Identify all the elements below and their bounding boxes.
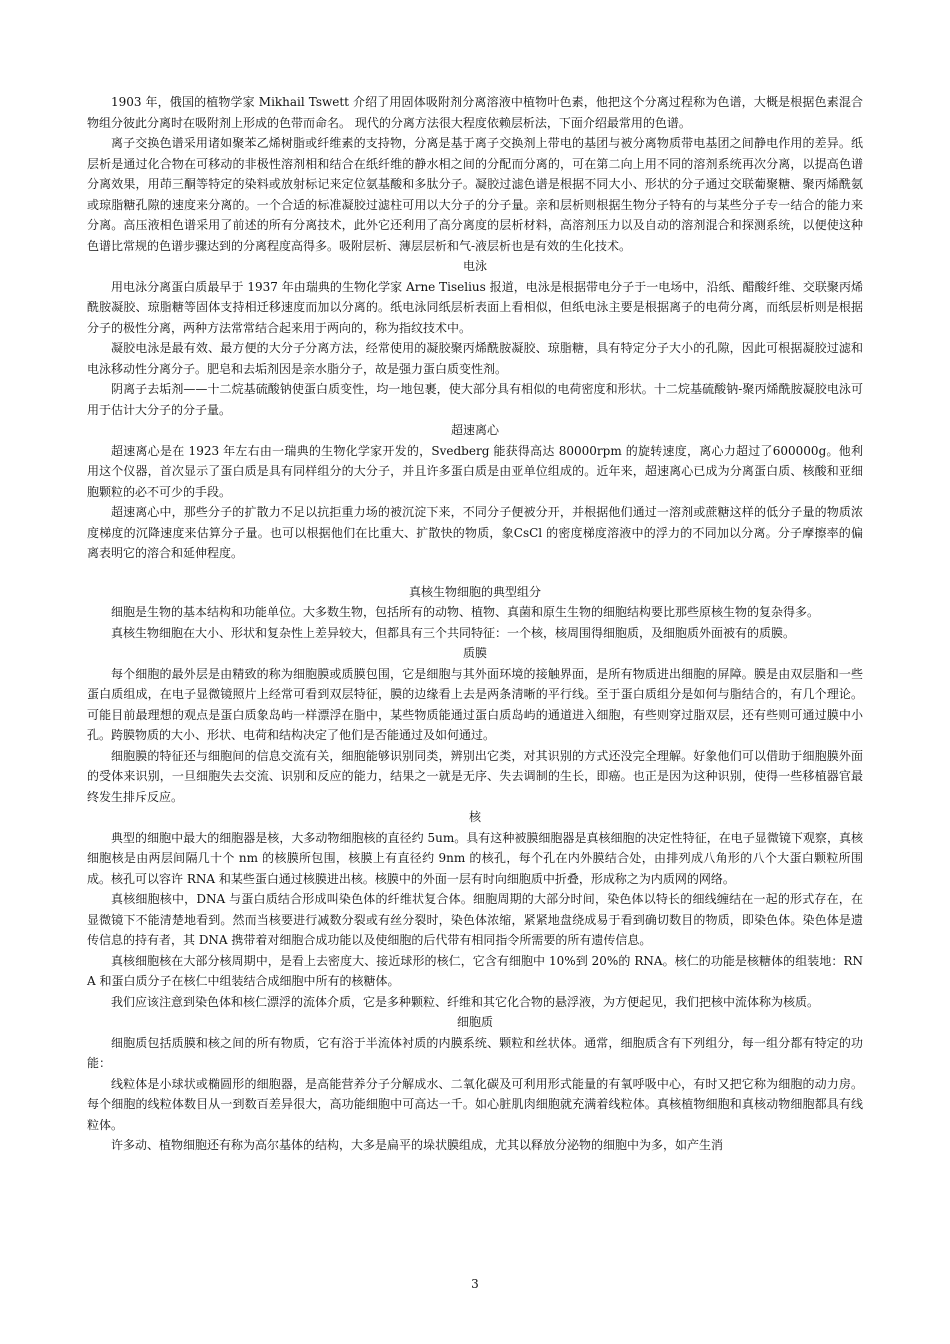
page-number: 3 <box>471 1277 479 1291</box>
paragraph-sds: 阴离子去垢剂——十二烷基硫酸钠使蛋白质变性，均一地包裹，使大部分具有相似的电荷密度和形状。十二烷基硫酸钠-聚丙烯酰胺凝胶电泳可用于估计大分子的分子量。 <box>87 382 863 417</box>
heading-eukaryotic-components: 真核生物细胞的典型组分 <box>408 584 541 599</box>
paragraph-golgi: 许多动、植物细胞还有称为高尔基体的结构，大多是扁平的垛状膜组成，尤其以释放分泌物的细胞中为多，如产生消 <box>111 1138 724 1152</box>
paragraph-membrane-structure: 每个细胞的最外层是由精致的称为细胞膜或质膜包围，它是细胞与其外面环境的接触界面，是所有物质进出细胞的屏障。膜是由双层脂和一些蛋白质组成，在电子显微镜照片上经常可看到双层特征，膜的边缘看上去是两条清晰的平行线。至于蛋白质组分是如何与脂结合的，有几个理论。可能目前最理想的观点是蛋白质象岛屿一样漂浮在脂中，某些物质能通过蛋白质岛屿的通道进入细胞，有些则穿过脂双层，还有些则可通过膜中小孔。跨膜物质的大小、形状、电荷和结构决定了他们是否能通过及如何通过。 <box>87 666 863 742</box>
paragraph-nucleolus: 真核细胞核在大部分核周期中，是看上去密度大、接近球形的核仁，它含有细胞中 10%到 20%的 RNA。核仁的功能是核糖体的组装地：RNA 和蛋白质分子在核仁中组装结合成细胞中所有的核糖体。 <box>87 953 863 988</box>
heading-ultracentrifuge: 超速离心 <box>450 423 499 437</box>
paragraph-electrophoresis-intro: 用电泳分离蛋白质最早于 1937 年由瑞典的生物化学家 Arne Tiselius 报道，电泳是根据带电分子于一电场中，沿纸、醋酸纤维、交联聚丙烯酰胺凝胶、琼脂糖等固体支持相迁移速度而加以分离的。纸电泳同纸层析表面上看相似，但纸电泳主要是根据离子的电荷分离，而纸层析则是根据分子的极性分离，两种方法常常结合起来用于两向的，称为指纹技术中。 <box>87 279 863 335</box>
paragraph-cell-basic: 细胞是生物的基本结构和功能单位。大多数生物，包括所有的动物、植物、真菌和原生生物的细胞结构要比那些原核生物的复杂得多。 <box>111 605 820 619</box>
paragraph-membrane-recognition: 细胞膜的特征还与细胞间的信息交流有关，细胞能够识别同类，辨别出它类，对其识别的方式还没完全理解。好象他们可以借助于细胞膜外面的受体来识别，一旦细胞失去交流、识别和反应的能力，结果之一就是无序、失去调制的生长，即癌。也正是因为这种识别，使得一些移植器官最终发生排斥反应。 <box>87 748 863 804</box>
paragraph-eukaryotic-features: 真核生物细胞在大小、形状和复杂性上差异较大，但都具有三个共同特征：一个核，核周围得细胞质，及细胞质外面被有的质膜。 <box>111 625 796 640</box>
paragraph-gel-electrophoresis: 凝胶电泳是最有效、最方便的大分子分离方法，经常使用的凝胶聚丙烯酰胺凝胶、琼脂糖，具有特定分子大小的孔隙，因此可根据凝胶过滤和电泳移动性分离分子。肥皂和去垢剂因是亲水脂分子，故是强力蛋白质变性剂。 <box>87 341 863 376</box>
heading-cytoplasm: 细胞质 <box>456 1015 493 1029</box>
paragraph-cytoplasm-def: 细胞质包括质膜和核之间的所有物质，它有浴于半流体衬质的内膜系统、颗粒和丝状体。通常，细胞质含有下列组分，每一组分都有特定的功能： <box>87 1035 863 1070</box>
paragraph-nucleoplasm: 我们应该注意到染色体和核仁漂浮的流体介质，它是多种颗粒、纤维和其它化合物的悬浮液，为方便起见，我们把核中流体称为核质。 <box>111 994 820 1009</box>
document-page <box>87 92 863 1156</box>
paragraph-mitochondria: 线粒体是小球状或椭圆形的细胞器，是高能营养分子分解成水、二氧化碳及可利用形式能量的有氧呼吸中心，有时又把它称为细胞的动力房。每个细胞的线粒体数目从一到数百差异很大，高功能细胞中可高达一千。如心脏肌肉细胞就充满着线粒体。真核植物细胞和真核动物细胞都具有线粒体。 <box>87 1076 863 1132</box>
paragraph-chromosome: 真核细胞核中，DNA 与蛋白质结合形成叫染色体的纤维状复合体。细胞周期的大部分时间，染色体以特长的细线缠结在一起的形式存在，在显微镜下不能清楚地看到。然而当核要进行减数分裂或有丝分裂时，染色体浓缩，紧紧地盘绕成易于看到确切数目的物质，即染色体。染色体是遗传信息的持有者，其 DNA 携带着对细胞合成功能以及使细胞的后代带有相同指令所需要的所有遗传信息。 <box>87 892 863 947</box>
paragraph-history: 1903 年，俄国的植物学家 Mikhail Tswett 介绍了用固体吸附剂分离溶液中植物叶色素，他把这个分离过程称为色谱，大概是根据色素混合物组分彼此分离时在吸附剂上形成的色带而命名。 现代的分离方法很大程度依赖层析法，下面介绍最常用的色谱。 <box>87 95 863 130</box>
section-spacer <box>87 564 863 582</box>
heading-electrophoresis: 电泳 <box>462 259 487 273</box>
heading-nucleus: 核 <box>468 810 481 824</box>
paragraph-chromatography-types: 离子交换色谱采用诸如聚苯乙烯树脂或纤维素的支持物，分离是基于离子交换剂上带电的基团与被分离物质带电基团之间静电作用的差异。纸层析是通过化合物在可移动的非极性溶剂相和结合在纸纤维的静水相之间的分配而分离的，可在第二向上用不同的溶剂系统再次分离，以提高色谱分离效果，用茚三酮等特定的染料或放射标记来定位氨基酸和多肽分子。凝胶过滤色谱是根据不同大小、形状的分子通过交联葡聚糖、聚丙烯酰氨或琼脂糖孔隙的速度来分离的。一个合适的标准凝胶过滤柱可用以大分子的分子量。亲和层析则根据生物分子特有的与某些分子专一结合的能力来分离。高压液相色谱采用了前述的所有分离技术，此外它还利用了高分离度的层析材料，高溶剂压力以及自动的溶剂混合和探测系统，以便使这种色谱比常规的色谱步骤达到的分离程度高得多。吸附层析、薄层层析和气-液层析也是有效的生化技术。 <box>87 136 863 253</box>
paragraph-ultracentrifuge-gradient: 超速离心中，那些分子的扩散力不足以抗拒重力场的被沉淀下来，不同分子便被分开，并根据他们通过一溶剂或蔗糖这样的低分子量的物质浓度梯度的沉降速度来估算分子量。也可以根据他们在比重大、扩散快的物质，象CsCl 的密度梯度溶液中的浮力的不同加以分离。分子摩擦率的偏离表明它的溶合和延伸程度。 <box>87 505 863 560</box>
paragraph-ultracentrifuge-intro: 超速离心是在 1923 年左右由一瑞典的生物化学家开发的，Svedberg 能获得高达 80000rpm 的旋转速度，离心力超过了600000g。他利用这个仪器，首次显示了蛋白质是具有同样组分的大分子，并且许多蛋白质是由亚单位组成的。近年来，超速离心已成为分离蛋白质、核酸和亚细胞颗粒的必不可少的手段。 <box>87 443 863 499</box>
heading-plasma-membrane: 质膜 <box>462 646 487 660</box>
paragraph-nucleus-structure: 典型的细胞中最大的细胞器是核，大多动物细胞核的直径约 5um。具有这种被膜细胞器是真核细胞的决定性特征，在电子显微镜下观察，真核细胞核是由两层间隔几十个 nm 的核膜所包围，核膜上有直径约 9nm 的核孔，每个孔在内外膜结合处，由排列成八角形的八个大蛋白颗粒所围成。核孔可以容许 RNA 和某些蛋白通过核膜进出核。核膜中的外面一层有时向细胞质中折叠，形成称之为内质网的网络。 <box>87 830 863 886</box>
